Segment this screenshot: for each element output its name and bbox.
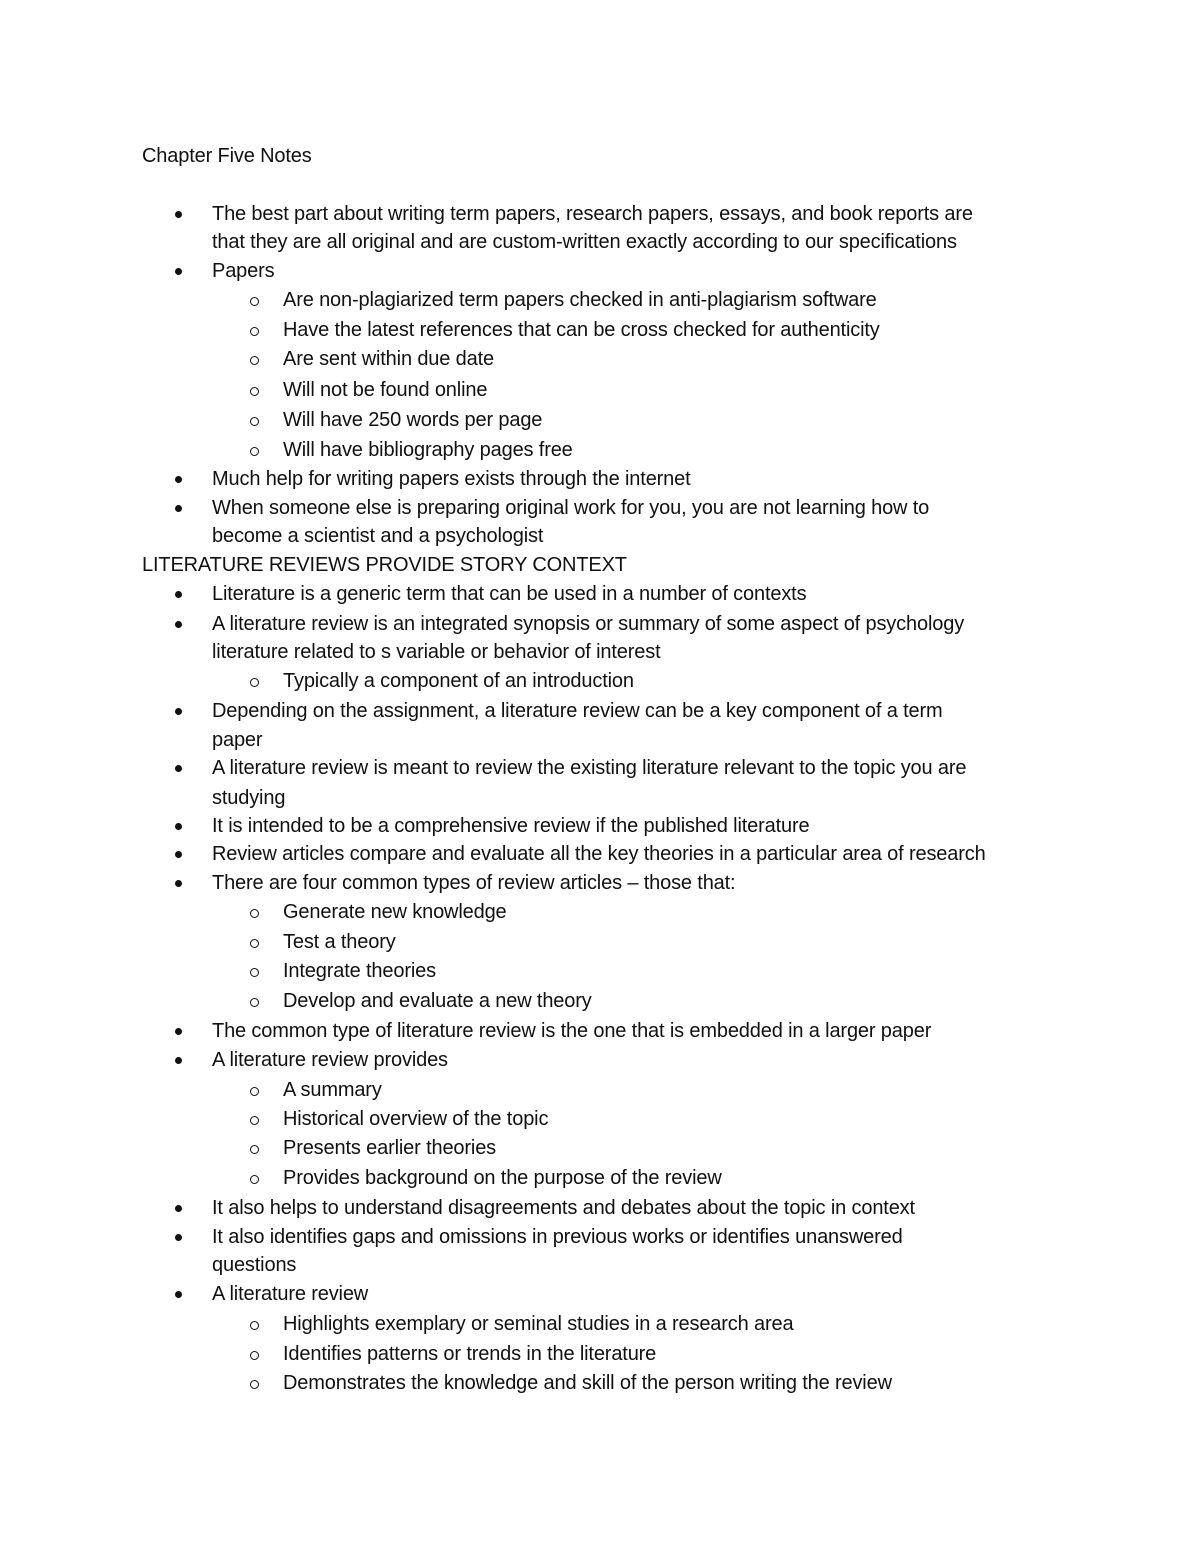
sub-bullet-item-text: Will have 250 words per page [283, 409, 543, 431]
sub-bullet-item-text: Are sent within due date [283, 348, 494, 370]
bullet-item-text: A literature review is meant to review the existing literature relevant to the topic you are [212, 757, 967, 779]
document-title: Chapter Five Notes [142, 145, 312, 167]
bullet-marker [172, 202, 186, 226]
sub-bullet-marker [249, 378, 263, 402]
sub-bullet-item-text: Identifies patterns or trends in the literature [283, 1343, 657, 1365]
bullet-item-continuation: questions [212, 1254, 297, 1276]
sub-bullet-marker [249, 288, 263, 312]
sub-bullet-marker [249, 900, 263, 924]
bullet-marker [172, 814, 186, 838]
bullet-item-text: Papers [212, 260, 275, 282]
bullet-item-text: It is intended to be a comprehensive review if the published literature [212, 815, 810, 837]
sub-bullet-item-text: Will have bibliography pages free [283, 439, 573, 461]
bullet-marker [172, 496, 186, 520]
bullet-item-continuation: literature related to s variable or behavior of interest [212, 641, 661, 663]
section-heading: LITERATURE REVIEWS PROVIDE STORY CONTEXT [142, 554, 627, 576]
sub-bullet-item-text: Historical overview of the topic [283, 1108, 549, 1130]
bullet-item-text: It also identifies gaps and omissions in previous works or identifies unanswered [212, 1226, 903, 1248]
bullet-marker [172, 612, 186, 636]
bullet-marker [172, 1019, 186, 1043]
sub-bullet-item-text: Integrate theories [283, 960, 436, 982]
sub-bullet-marker [249, 1312, 263, 1336]
bullet-item-continuation: that they are all original and are custom-written exactly according to our specifications [212, 231, 957, 253]
sub-bullet-marker [249, 347, 263, 371]
sub-bullet-item-text: Are non-plagiarized term papers checked in anti-plagiarism software [283, 289, 877, 311]
sub-bullet-marker [249, 318, 263, 342]
sub-bullet-item-text: Generate new knowledge [283, 901, 507, 923]
sub-bullet-item-text: A summary [283, 1079, 382, 1101]
sub-bullet-item-text: Will not be found online [283, 379, 488, 401]
bullet-marker [172, 756, 186, 780]
bullet-item-text: The best part about writing term papers, research papers, essays, and book reports are [212, 203, 973, 225]
bullet-marker [172, 1196, 186, 1220]
sub-bullet-item-text: Provides background on the purpose of the review [283, 1167, 722, 1189]
bullet-item-text: Literature is a generic term that can be used in a number of contexts [212, 583, 807, 605]
bullet-marker [172, 1048, 186, 1072]
sub-bullet-item-text: Highlights exemplary or seminal studies in a research area [283, 1313, 794, 1335]
sub-bullet-item-text: Presents earlier theories [283, 1137, 497, 1159]
bullet-item-text: A literature review is an integrated synopsis or summary of some aspect of psychology [212, 613, 965, 635]
sub-bullet-marker [249, 408, 263, 432]
sub-bullet-item-text: Develop and evaluate a new theory [283, 990, 592, 1012]
sub-bullet-marker [249, 1371, 263, 1395]
bullet-marker [172, 582, 186, 606]
sub-bullet-marker [249, 959, 263, 983]
sub-bullet-item-text: Demonstrates the knowledge and skill of the person writing the review [283, 1372, 892, 1394]
sub-bullet-item-text: Have the latest references that can be cross checked for authenticity [283, 319, 880, 341]
bullet-item-text: The common type of literature review is the one that is embedded in a larger paper [212, 1020, 932, 1042]
sub-bullet-marker [249, 1166, 263, 1190]
bullet-item-text: There are four common types of review articles – those that: [212, 872, 736, 894]
bullet-marker [172, 259, 186, 283]
bullet-marker [172, 842, 186, 866]
bullet-item-text: It also helps to understand disagreements and debates about the topic in context [212, 1197, 915, 1219]
sub-bullet-marker [249, 669, 263, 693]
bullet-item-text: When someone else is preparing original work for you, you are not learning how to [212, 497, 930, 519]
sub-bullet-marker [249, 1136, 263, 1160]
sub-bullet-marker [249, 1342, 263, 1366]
bullet-item-continuation: studying [212, 787, 286, 809]
sub-bullet-marker [249, 989, 263, 1013]
bullet-item-text: Depending on the assignment, a literature review can be a key component of a term [212, 700, 943, 722]
sub-bullet-marker [249, 1107, 263, 1131]
sub-bullet-marker [249, 930, 263, 954]
sub-bullet-item-text: Test a theory [283, 931, 396, 953]
sub-bullet-marker [249, 1078, 263, 1102]
bullet-marker [172, 1282, 186, 1306]
bullet-item-text: Much help for writing papers exists through the internet [212, 468, 691, 490]
bullet-marker [172, 871, 186, 895]
bullet-item-text: A literature review [212, 1283, 369, 1305]
bullet-item-text: Review articles compare and evaluate all the key theories in a particular area of research [212, 843, 986, 865]
bullet-marker [172, 1225, 186, 1249]
sub-bullet-item-text: Typically a component of an introduction [283, 670, 634, 692]
bullet-item-text: A literature review provides [212, 1049, 448, 1071]
bullet-item-continuation: become a scientist and a psychologist [212, 525, 544, 547]
bullet-marker [172, 467, 186, 491]
bullet-marker [172, 699, 186, 723]
bullet-item-continuation: paper [212, 729, 263, 751]
sub-bullet-marker [249, 438, 263, 462]
